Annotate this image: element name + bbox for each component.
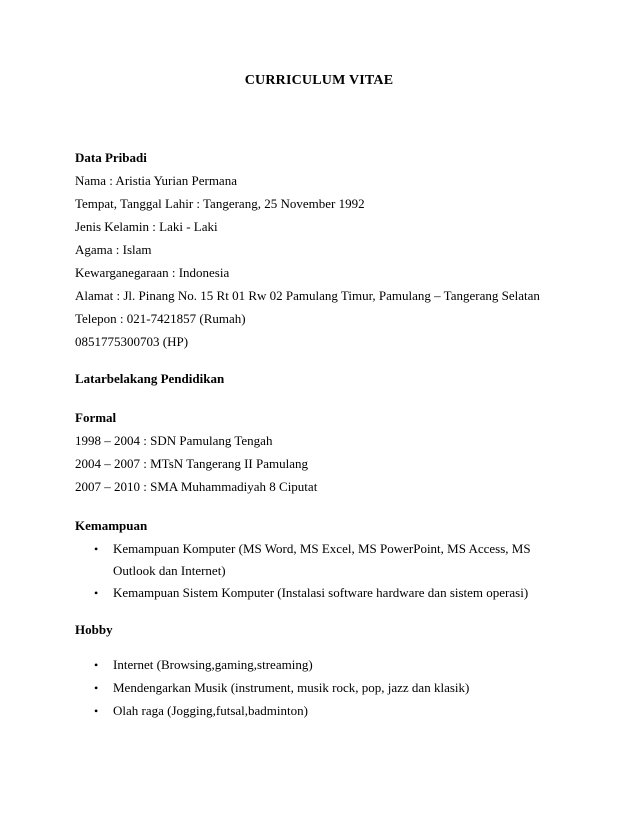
- bullet-icon: •: [94, 704, 99, 718]
- bullet-icon: •: [94, 658, 99, 672]
- list-item-text: Kemampuan Sistem Komputer (Instalasi software hardware dan sistem operasi): [113, 585, 529, 600]
- list-item: [94, 541, 574, 583]
- section-heading-hobby: Hobby: [75, 622, 113, 637]
- field-telepon: Telepon : 021-7421857 (Rumah): [75, 311, 246, 326]
- field-kewarganegaraan: Kewarganegaraan : Indonesia: [75, 265, 230, 280]
- list-item-text: Internet (Browsing,gaming,streaming): [113, 657, 313, 672]
- field-hp: 0851775300703 (HP): [75, 334, 189, 349]
- field-tempat-tanggal-lahir: Tempat, Tanggal Lahir : Tangerang, 25 November 1992: [75, 196, 365, 211]
- education-item: 1998 – 2004 : SDN Pamulang Tengah: [75, 433, 273, 448]
- education-item: 2004 – 2007 : MTsN Tangerang II Pamulang: [75, 456, 308, 471]
- education-item: 2007 – 2010 : SMA Muhammadiyah 8 Ciputat: [75, 479, 318, 494]
- list-item-text: Mendengarkan Musik (instrument, musik rock, pop, jazz dan klasik): [113, 680, 470, 695]
- field-agama: Agama : Islam: [75, 242, 152, 257]
- bullet-icon: •: [94, 542, 99, 556]
- list-item: [94, 703, 574, 721]
- document-title: CURRICULUM VITAE: [244, 73, 394, 88]
- list-item-text: Kemampuan Komputer (MS Word, MS Excel, MS PowerPoint, MS Access, MS Outlook dan Internet): [113, 541, 531, 578]
- subsection-heading-formal: Formal: [75, 410, 117, 425]
- field-jenis-kelamin: Jenis Kelamin : Laki - Laki: [75, 219, 218, 234]
- section-heading-data-pribadi: Data Pribadi: [75, 150, 147, 165]
- list-item: [94, 657, 574, 675]
- section-heading-pendidikan: Latarbelakang Pendidikan: [75, 371, 225, 386]
- field-alamat: Alamat : Jl. Pinang No. 15 Rt 01 Rw 02 Pamulang Timur, Pamulang – Tangerang Selatan: [75, 288, 540, 303]
- section-heading-kemampuan: Kemampuan: [75, 518, 148, 533]
- bullet-icon: •: [94, 681, 99, 695]
- list-item: [94, 680, 574, 698]
- list-item-text: Olah raga (Jogging,futsal,badminton): [113, 703, 308, 718]
- bullet-icon: •: [94, 586, 99, 600]
- field-nama: Nama : Aristia Yurian Permana: [75, 173, 237, 188]
- list-item: [94, 585, 574, 603]
